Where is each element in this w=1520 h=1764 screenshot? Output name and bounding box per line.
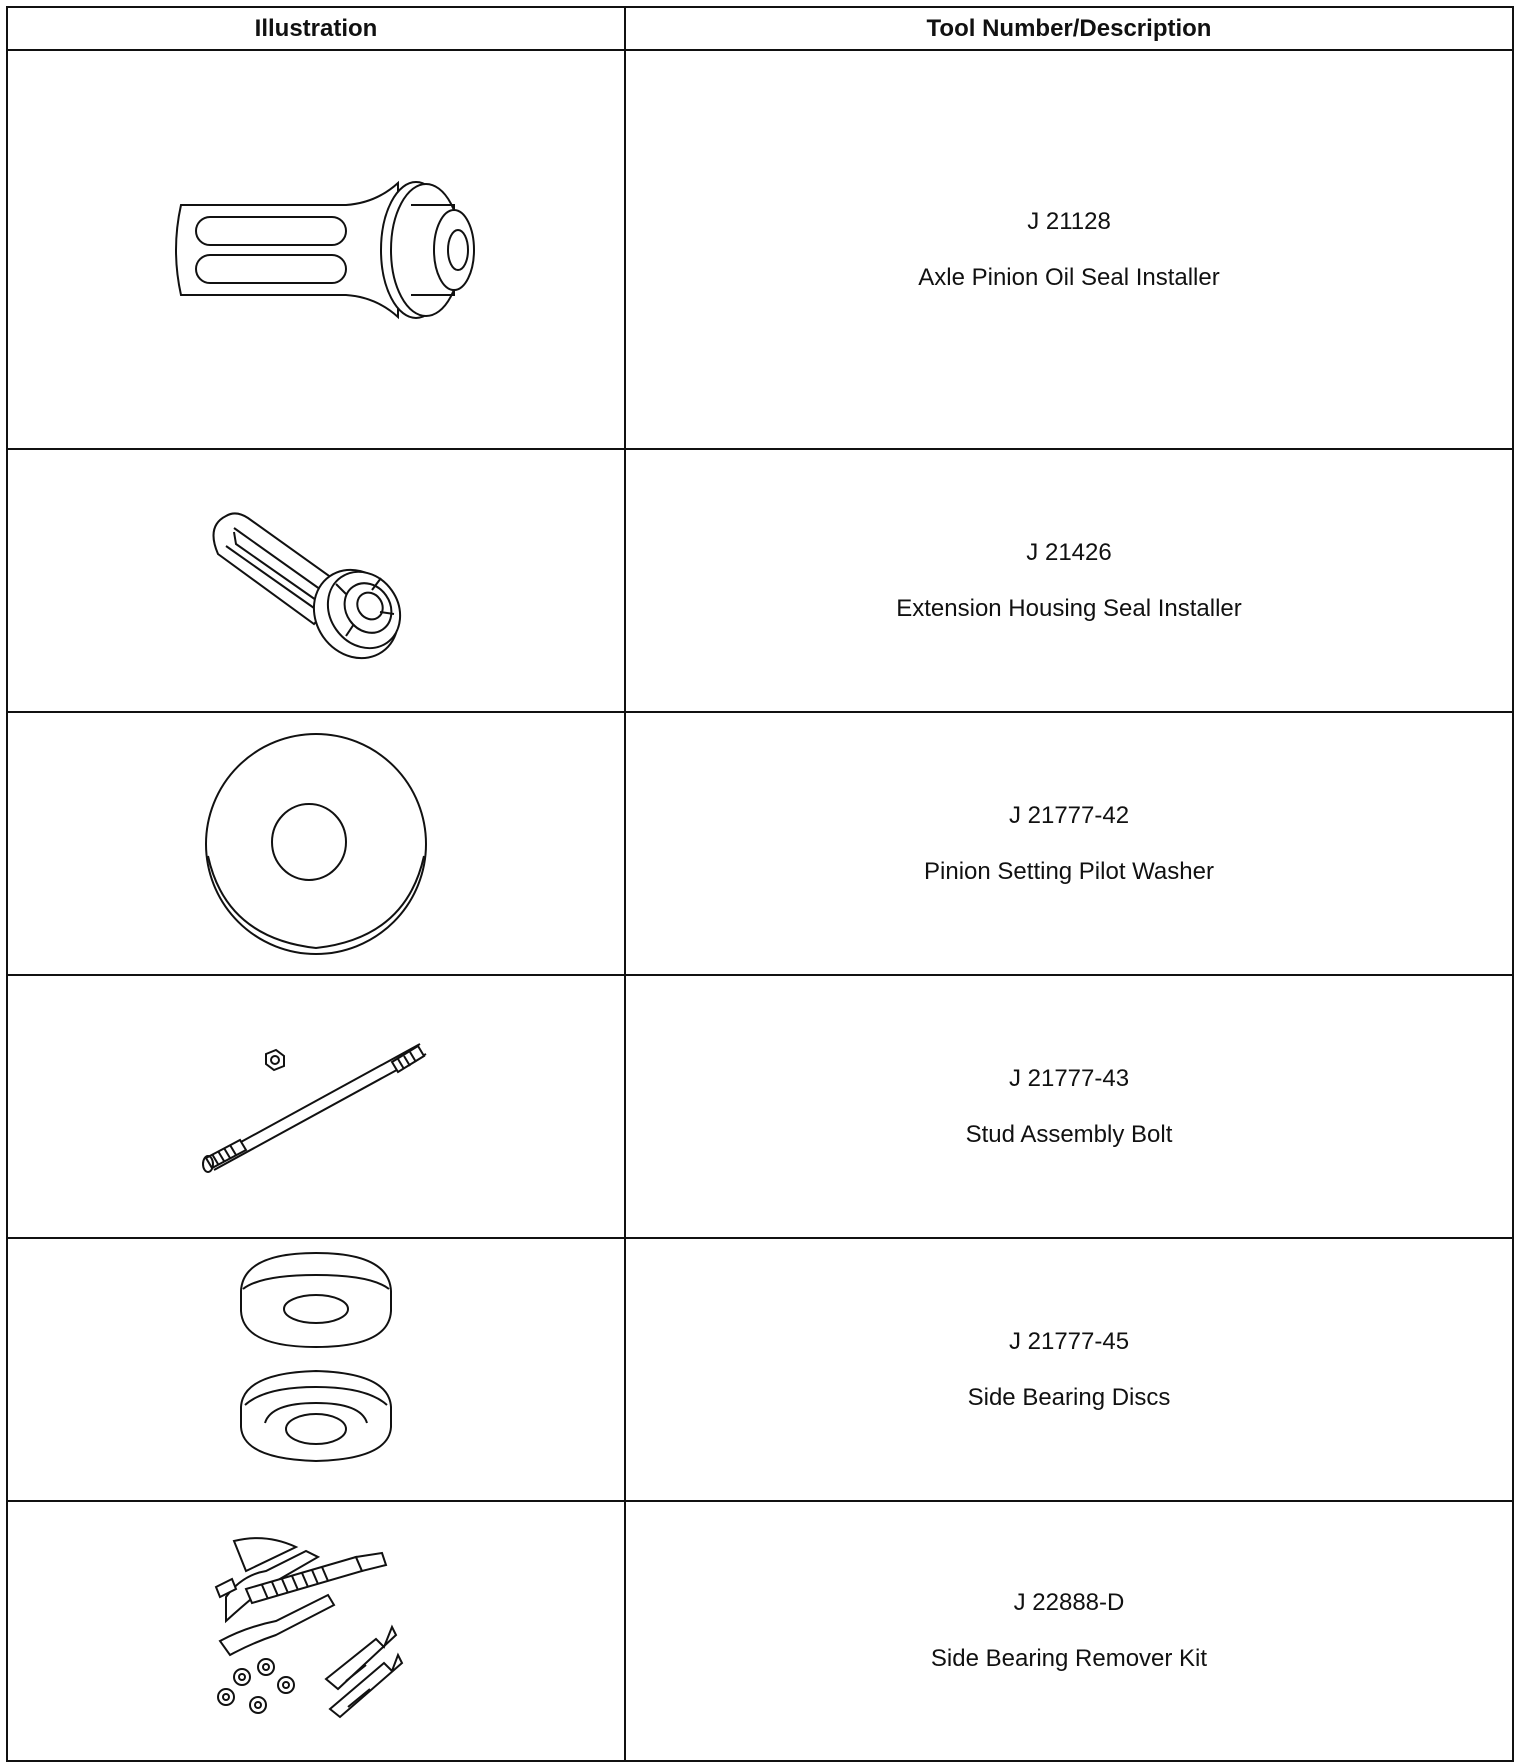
tool-name: Extension Housing Seal Installer [896, 594, 1242, 622]
illustration-column-header: Illustration [7, 7, 625, 50]
special-tools-table [6, 6, 1514, 1762]
tool-description-cell [625, 449, 1513, 712]
tool-description-cell [625, 1501, 1513, 1761]
table-row [7, 449, 1513, 712]
tool-name: Side Bearing Discs [967, 1383, 1171, 1411]
table-row [7, 1238, 1513, 1501]
bearing-discs-icon [231, 1247, 401, 1493]
tool-name: Stud Assembly Bolt [965, 1120, 1173, 1148]
washer-icon [196, 724, 436, 964]
illustration-cell [7, 975, 625, 1238]
table-row [7, 1501, 1513, 1761]
tool-number: J 21777-43 [1008, 1064, 1130, 1092]
tool-number: J 21777-42 [1008, 801, 1130, 829]
tool-description-cell [625, 1238, 1513, 1501]
table-row [7, 50, 1513, 449]
extension-seal-installer-icon [196, 496, 436, 666]
tool-number: J 21777-45 [1008, 1327, 1130, 1355]
illustration-cell [7, 449, 625, 712]
tool-description-cell [625, 975, 1513, 1238]
table-row [7, 975, 1513, 1238]
tool-number: J 22888-D [1013, 1589, 1125, 1616]
seal-installer-icon [136, 165, 496, 335]
illustration-cell [7, 50, 625, 449]
stud-bolt-icon [196, 1032, 436, 1182]
illustration-cell [7, 1238, 625, 1501]
table-header-row [7, 7, 1513, 50]
tool-number: J 21426 [1026, 538, 1112, 566]
tool-name: Side Bearing Remover Kit [930, 1645, 1208, 1672]
bearing-remover-kit-icon [206, 1531, 426, 1731]
tool-number: J 21128 [1027, 207, 1111, 235]
tool-description-cell [625, 50, 1513, 449]
tool-name: Axle Pinion Oil Seal Installer [918, 263, 1220, 291]
tool-name: Pinion Setting Pilot Washer [924, 857, 1214, 885]
illustration-cell [7, 1501, 625, 1761]
table-row [7, 712, 1513, 975]
tool-column-header: Tool Number/Description [625, 7, 1513, 50]
illustration-cell [7, 712, 625, 975]
tool-description-cell [625, 712, 1513, 975]
